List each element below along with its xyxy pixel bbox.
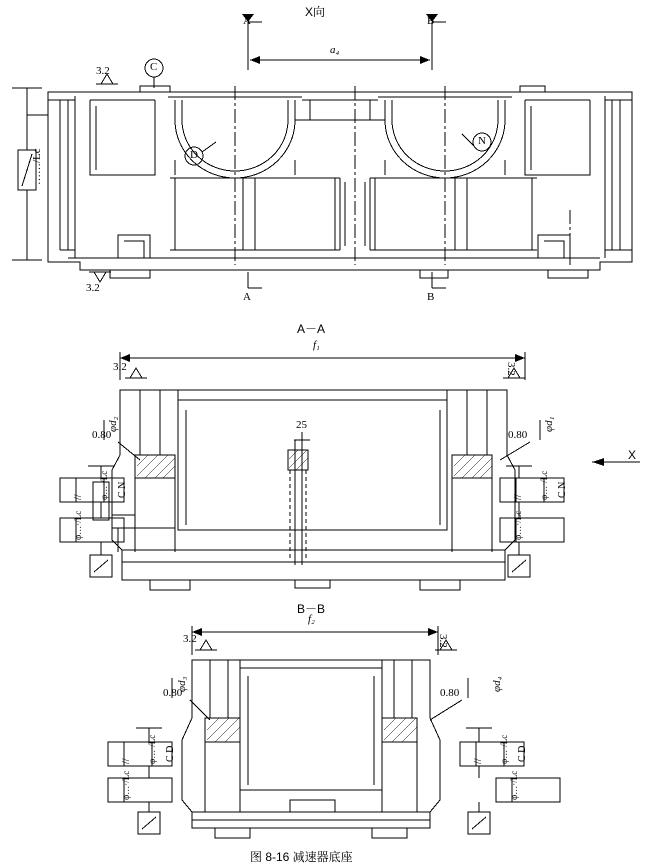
roughness-symbol-bb-left xyxy=(195,640,217,650)
section-bb-hatching xyxy=(207,718,417,742)
roughness-value-bb-right: 3.2 xyxy=(437,634,449,648)
dimension-f1 xyxy=(120,352,525,380)
flatness-value-bb-left: 0.80 xyxy=(163,687,183,699)
roughness-value-bb-left: 3.2 xyxy=(183,633,197,645)
section-aa-hatching xyxy=(137,450,492,478)
section-mark-b-top: B xyxy=(427,15,435,27)
dim-25-label: 25 xyxy=(296,419,307,431)
roughness-symbol-aa-left xyxy=(125,368,147,378)
roughness-value-aa-right: 3.2 xyxy=(505,362,517,376)
fcf-bb-right-datums: C D xyxy=(517,745,528,762)
bore-label-aa-right: φd₁ xyxy=(543,416,555,432)
section-mark-a-bottom: A xyxy=(243,291,251,303)
datum-n-label: N xyxy=(478,135,486,147)
dimension-f2 xyxy=(192,626,438,655)
fcf-aa-left-tol: φ…·/Lc xyxy=(99,470,109,500)
top-view-centerlines xyxy=(235,86,570,265)
figure-caption: 图 8-16 减速器底座 xyxy=(250,850,353,864)
flatness-leader-bb-left xyxy=(190,700,210,720)
roughness-value-top-left: 3.2 xyxy=(96,65,110,77)
roughness-symbol-bottom-left xyxy=(89,272,111,282)
dim-25-leader-aa xyxy=(294,432,310,450)
dimension-f1-label: f₁ xyxy=(313,339,320,351)
roughness-value-bottom-left: 3.2 xyxy=(86,282,100,294)
fcf-bb-left-tol: φ…·/Lc xyxy=(147,734,157,764)
section-aa-body xyxy=(112,390,515,590)
fcf-aa-left-second-tol: φ…·/Lc xyxy=(73,510,83,540)
roughness-value-aa-left: 3.2 xyxy=(113,361,127,373)
flatness-value-aa-left: 0.80 xyxy=(92,429,112,441)
fcf-bb-right-tol: φ…·/Lc xyxy=(499,734,509,764)
flatness-value-aa-right: 0.80 xyxy=(508,429,528,441)
flatness-leader-aa-right xyxy=(500,442,530,460)
section-line-b xyxy=(426,14,446,288)
fcf-aa-right-second-tol: φ…·/Lc xyxy=(513,510,523,540)
dimension-a4-label: a₄ xyxy=(330,44,340,56)
fcf-bb-right-second-tol: φ…·/Lc xyxy=(509,770,519,800)
flatness-value-bb-right: 0.80 xyxy=(440,687,460,699)
datum-c-label: C xyxy=(150,61,158,73)
dimension-a4 xyxy=(250,56,430,64)
top-view-label: X向 xyxy=(305,5,326,19)
flatness-leader-aa-left xyxy=(118,442,140,460)
fcf-top-left-text: ……/Lc xyxy=(31,148,43,185)
dimension-f2-label: f₂ xyxy=(308,613,315,625)
fcf-aa-left-symbol: // xyxy=(73,494,84,500)
fcf-bb-left xyxy=(108,728,172,834)
fcf-bb-left-datums: C D xyxy=(165,745,176,762)
fcf-aa-right-tol: φ…·/Lc xyxy=(539,470,549,500)
section-mark-b-bottom: B xyxy=(427,291,435,303)
fcf-bb-left-second-tol: φ…·/Lc xyxy=(121,770,131,800)
top-view-body xyxy=(48,86,632,278)
fcf-aa-right-datums: C N xyxy=(557,481,568,498)
fcf-aa-right xyxy=(500,466,564,577)
datum-d-label: D xyxy=(190,149,198,161)
section-line-a xyxy=(242,14,262,288)
bore-label-bb-left: φd₃ xyxy=(176,676,188,692)
section-bb-label: B－B xyxy=(297,602,326,616)
fcf-aa-left-datums: C N xyxy=(117,481,128,498)
fcf-aa-right-symbol: // xyxy=(513,494,524,500)
bore-label-bb-right: φd₄ xyxy=(491,676,503,692)
bore-label-aa-left: φd₂ xyxy=(107,416,119,432)
section-aa-label: A－A xyxy=(297,322,326,336)
fcf-bb-right-symbol: // xyxy=(473,758,484,764)
fcf-aa-left xyxy=(60,466,124,577)
view-arrow-x-label: X xyxy=(628,448,637,462)
fcf-bb-left-symbol: // xyxy=(121,758,132,764)
flatness-leader-bb-right xyxy=(430,700,462,720)
section-bb-body xyxy=(182,660,440,838)
section-mark-a-top: A xyxy=(243,15,251,27)
